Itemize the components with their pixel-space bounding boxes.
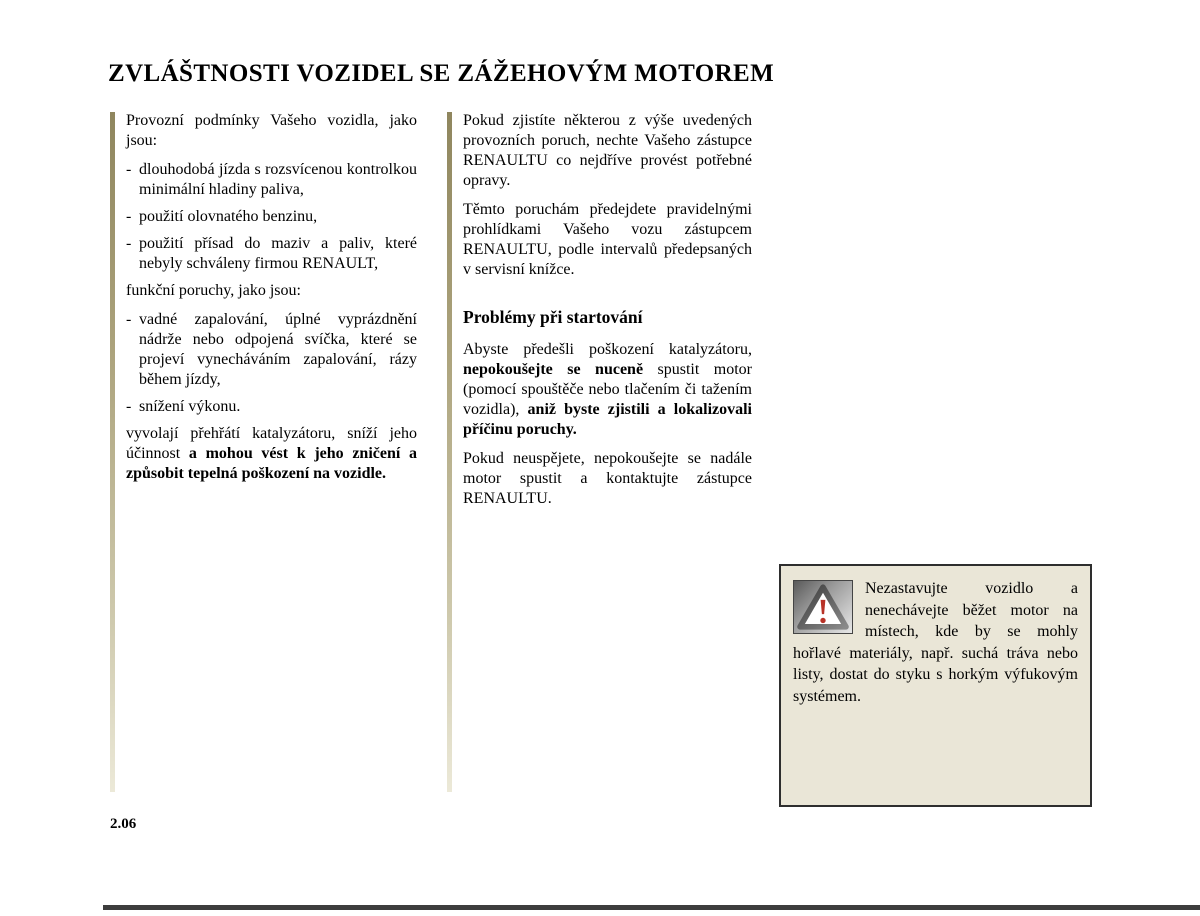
page-number: 2.06 xyxy=(110,816,137,832)
right-column xyxy=(463,111,752,518)
paragraph-bold-text: aniž byste zjistili a lokalizovali příčinu poruchy. xyxy=(463,401,753,438)
bullet-dash: - xyxy=(126,208,132,225)
list-item-text: dlouhodobá jízda s rozsvícenou kontrolkou minimální hladiny paliva, xyxy=(139,161,417,198)
list-item xyxy=(126,310,417,390)
paragraph-catalyst-warning xyxy=(126,424,417,484)
bullet-dash: - xyxy=(126,235,132,252)
list-item-text: použití přísad do maziv a paliv, které nebyly schváleny firmou RENAULT, xyxy=(139,235,417,272)
list-item xyxy=(126,160,417,200)
list-item-text: vadné zapalování, úplné vyprázdnění nádrže nebo odpojená svíčka, které se projeví vynecháváním zapalování, rázy během jízdy, xyxy=(139,311,417,388)
right-column-divider-bar xyxy=(447,112,452,792)
paragraph-functional-faults: funkční poruchy, jako jsou: xyxy=(126,282,301,299)
bullet-dash: - xyxy=(126,398,132,415)
warning-text: Nezastavujte vozidlo a nenechávejte běžet motor na místech, kde by se mohly hořlavé materiály, např. suchá tráva nebo listy, dostat do styku s horkým výfukovým systémem. xyxy=(793,580,1078,705)
page-title: ZVLÁŠTNOSTI VOZIDEL SE ZÁŽEHOVÝM MOTOREM xyxy=(108,60,775,87)
paragraph-starting-warning xyxy=(463,340,752,440)
list-item xyxy=(126,397,417,417)
footer-bar xyxy=(103,905,1200,910)
paragraph-operating-conditions: Provozní podmínky Vašeho vozidla, jako jsou: xyxy=(126,112,417,149)
warning-box xyxy=(779,564,1092,807)
list-item xyxy=(126,207,417,227)
list-item-text: snížení výkonu. xyxy=(139,398,241,415)
paragraph-contact-dealer: Pokud neuspějete, nepokoušejte se nadále motor spustit a kontaktujte zástupce RENAULTU. xyxy=(463,450,752,507)
paragraph-bold-text: nepokoušejte se nuceně xyxy=(463,361,644,378)
left-column xyxy=(126,111,417,493)
paragraph-bold-text: a mohou vést k jeho zničení a způsobit tepelná poškození na vozidle. xyxy=(126,445,418,482)
paragraph-repairs: Pokud zjistíte některou z výše uvedených provozních poruch, nechte Vašeho zástupce RENAULTU co nejdříve provést potřebné opravy. xyxy=(463,112,752,189)
bullet-dash: - xyxy=(126,311,132,328)
section-heading-starting-problems: Problémy při startování xyxy=(463,307,643,327)
paragraph-text: Abyste předešli poškození katalyzátoru, xyxy=(463,341,752,358)
paragraph-inspections: Těmto poruchám předejdete pravidelnými prohlídkami Vašeho vozu zástupcem RENAULTU, podle intervalů předepsaných v servisní knížce. xyxy=(463,201,752,278)
bullet-dash: - xyxy=(126,161,132,178)
list-item-text: použití olovnatého benzinu, xyxy=(139,208,318,225)
paragraph-text: vyvolají přehřátí katalyzátoru, sníží jeho účinnost xyxy=(126,425,417,462)
warning-triangle-icon xyxy=(793,580,853,634)
list-item xyxy=(126,234,417,274)
left-column-divider-bar xyxy=(110,112,115,792)
paragraph-text: spustit motor (pomocí spouštěče nebo tlačením či tažením vozidla), xyxy=(463,361,752,418)
